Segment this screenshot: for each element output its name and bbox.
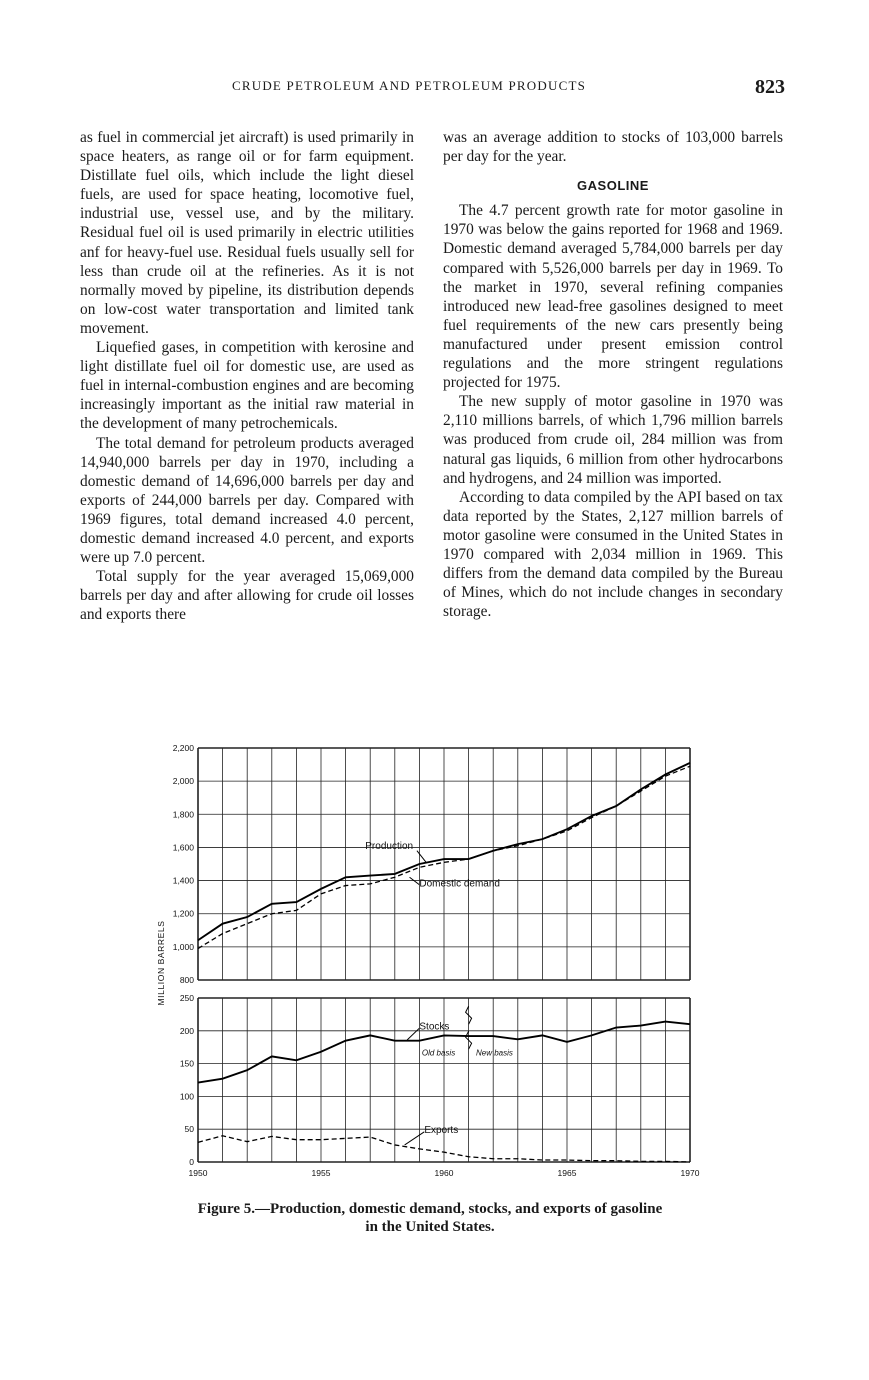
caption-line: Figure 5.—Production, domestic demand, stocks, and exports of gasoline	[197, 1201, 663, 1217]
figure-caption	[130, 1200, 730, 1236]
paragraph: The new supply of motor gasoline in 1970 was 2,110 millions barrels, of which 1,796 million barrels was produced from crude oil, 284 million was from natural gas liquids, 6 million from other hydrocarbons and hydrogens, and 24 million was imported.	[443, 393, 783, 487]
x-tick-label: 1955	[311, 1168, 331, 1178]
x-tick-label: 1960	[434, 1168, 454, 1178]
paragraph: as fuel in commercial jet aircraft) is used primarily in space heaters, as range oil or for farm equipment. Distillate fuel oils, which include the light diesel fuels, are used for space heating, locomotive fuel, industrial use, vessel use, and by the military. Residual fuel oil is used primarily in electric utilities anf for heavy-fuel use. Residual fuels usually sell for less than crude oil at the refineries. As it is not normally moved by pipeline, its distribution depends on low-cost water transportation and limited tank movement.	[80, 129, 414, 337]
y-tick-label: 0	[189, 1157, 194, 1167]
leader-line	[407, 1028, 419, 1040]
paragraph: According to data compiled by the API based on tax data reported by the States, 2,127 million barrels of motor gasoline were consumed in the United States in 1970 compared with 2,034 million in 1969. This differs from the demand data compiled by the Bureau of Mines, which do not include changes in secondary storage.	[443, 488, 783, 621]
y-tick-label: 1,400	[172, 875, 194, 886]
annotation-new-basis: New basis	[475, 1048, 513, 1058]
series-label-stocks: Stocks	[419, 1021, 450, 1033]
paragraph: The 4.7 percent growth rate for motor gasoline in 1970 was below the gains reported for 1968 and 1969. Domestic demand averaged 5,784,000 barrels per day compared with 5,526,000 barrels per day in 1969. To the market in 1970, several refining companies introduced new lead-free gasolines designed to meet fuel requirements of the new cars presently being manufactured under present emission control regulations and the more stringent regulations projected for 1975.	[443, 202, 783, 392]
y-tick-label: 150	[179, 1058, 194, 1069]
annotation-old-basis: Old basis	[421, 1048, 456, 1058]
y-tick-label: 100	[179, 1091, 194, 1102]
y-tick-label: 1,200	[172, 908, 194, 919]
running-header: CRUDE PETROLEUM AND PETROLEUM PRODUCTS	[232, 78, 587, 93]
paragraph: Liquefied gases, in competition with kerosine and light distillate fuel oil for domestic use, are used as fuel in internal-combustion engines and are becoming increasingly important as the initial raw material in the development of many petrochemicals.	[80, 339, 414, 433]
x-tick-label: 1950	[188, 1168, 208, 1178]
leader-line	[405, 1132, 425, 1145]
y-tick-label: 2,200	[172, 743, 194, 753]
paragraph: The total demand for petroleum products averaged 14,940,000 barrels per day in 1970, including a domestic demand of 14,696,000 barrels per day and exports of 244,000 barrels per day. Compared with 1969 figures, total demand increased 4.0 percent, domestic demand increased 4.0 percent, and exports were up 7.0 percent.	[80, 434, 414, 567]
leader-line	[410, 877, 420, 884]
y-axis-label: MILLION BARRELS	[156, 920, 166, 1006]
figure-chart	[150, 738, 710, 1188]
y-tick-label: 1,800	[172, 809, 194, 820]
x-tick-label: 1970	[680, 1168, 700, 1178]
y-tick-label: 1,000	[172, 941, 194, 952]
paragraph: was an average addition to stocks of 103,000 barrels per day for the year.	[443, 129, 783, 166]
series-label-production: Production	[365, 841, 414, 853]
left-column	[80, 128, 414, 624]
caption-line: in the United States.	[365, 1219, 495, 1235]
leader-line	[417, 851, 427, 863]
page-number: 823	[755, 76, 785, 98]
y-tick-label: 2,000	[172, 776, 194, 787]
x-tick-label: 1965	[557, 1168, 577, 1178]
y-tick-label: 250	[179, 993, 194, 1003]
y-tick-label: 1,600	[172, 842, 194, 853]
chart-svg	[150, 738, 710, 1188]
right-column	[443, 128, 783, 621]
paragraph: Total supply for the year averaged 15,069,000 barrels per day and after allowing for crude oil losses and exports there	[80, 568, 414, 624]
section-heading: GASOLINE	[577, 178, 649, 194]
y-tick-label: 800	[179, 975, 194, 985]
y-tick-label: 50	[184, 1124, 194, 1135]
series-label-domestic-demand: Domestic demand	[419, 878, 500, 890]
y-tick-label: 200	[179, 1025, 194, 1036]
series-label-exports: Exports	[424, 1125, 459, 1137]
